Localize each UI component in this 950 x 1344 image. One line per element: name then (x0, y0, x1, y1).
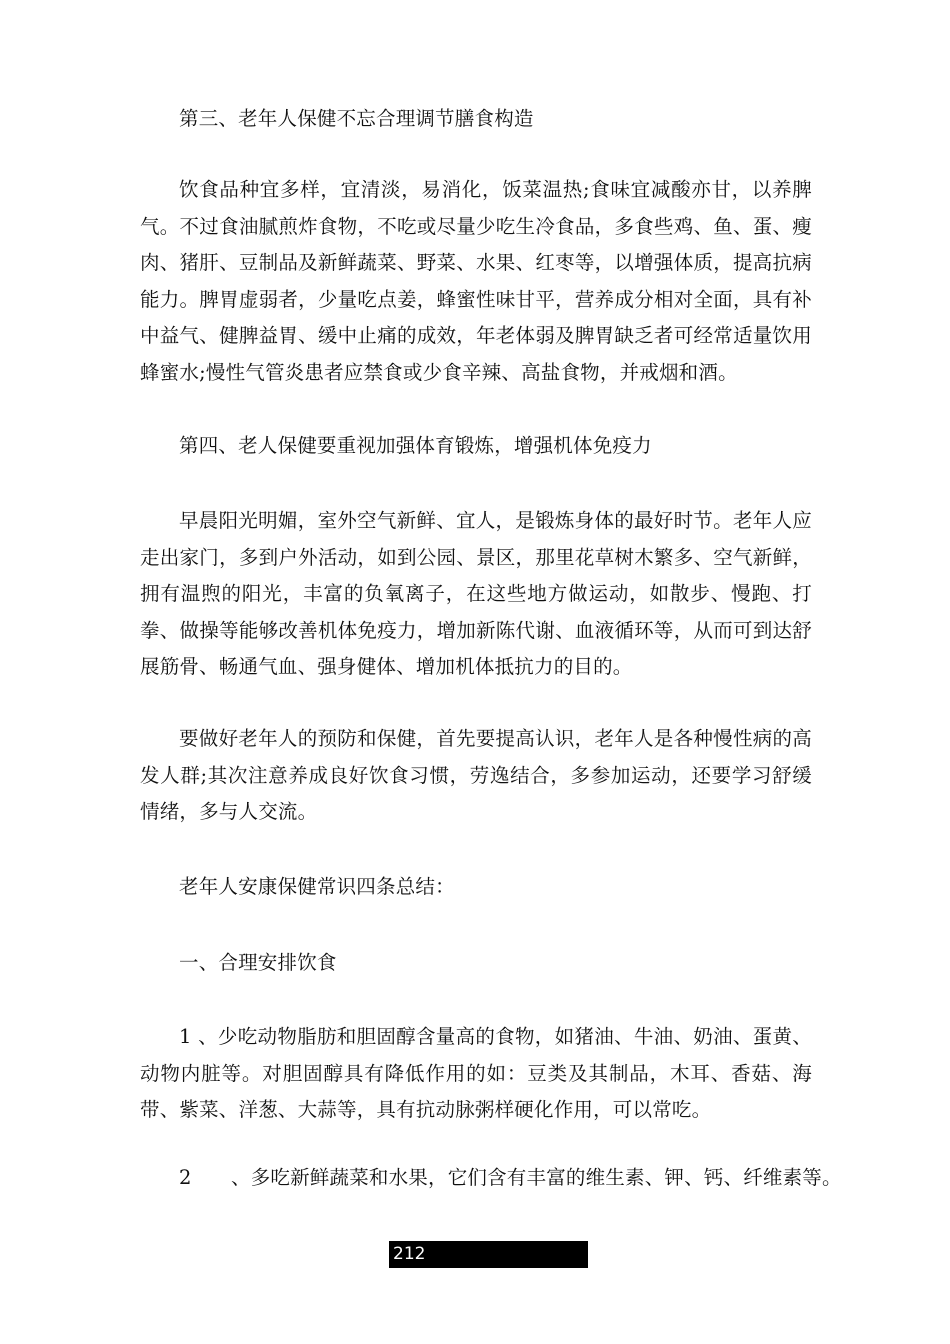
section-heading-3: 第三、老年人保健不忘合理调节膳食构造 (179, 107, 534, 130)
paragraph-diet: 饮食品种宜多样，宜清淡，易消化，饭菜温热;食味宜减酸亦甘，以养脾气。不过食油腻煎炸食物，不吃或尽量少吃生冷食品，多食些鸡、鱼、蛋、瘦肉、猪肝、豆制品及新鲜蔬菜、野菜、水果、红枣等，以增强体质，提高抗病能力。脾胃虚弱者，少量吃点姜，蜂蜜性味甘平，营养成分相对全面，具有补中益气、健脾益胃、缓中止痛的成效，年老体弱及脾胃缺乏者可经常适量饮用蜂蜜水;慢性气管炎患者应禁食或少食辛辣、高盐食物，并戒烟和酒。 (140, 178, 812, 384)
summary-heading: 老年人安康保健常识四条总结： (179, 875, 455, 898)
section-heading-4: 第四、老人保健要重视加强体育锻炼，增强机体免疫力 (179, 434, 652, 457)
page-number-bar (389, 1241, 588, 1268)
page-number: 212 (393, 1244, 426, 1264)
list-item-1: 1 、少吃动物脂肪和胆固醇含量高的食物，如猪油、牛油、奶油、蛋黄、动物内脏等。对胆固醇具有降低作用的如：豆类及其制品，木耳、香菇、海带、紫菜、洋葱、大蒜等，具有抗动脉粥样硬化作用，可以常吃。 (140, 1025, 812, 1121)
subheading-diet: 一、合理安排饮食 (179, 951, 337, 974)
list-item-2: 2 、多吃新鲜蔬菜和水果，它们含有丰富的维生素、钾、钙、纤维素等。 (179, 1166, 842, 1189)
paragraph-exercise: 早晨阳光明媚，室外空气新鲜、宜人，是锻炼身体的最好时节。老年人应走出家门，多到户外活动，如到公园、景区，那里花草树木繁多、空气新鲜，拥有温煦的阳光，丰富的负氧离子，在这些地方做运动，如散步、慢跑、打拳、做操等能够改善机体免疫力，增加新陈代谢、血液循环等，从而可到达舒展筋骨、畅通气血、强身健体、增加机体抵抗力的目的。 (140, 509, 812, 678)
paragraph-prevention: 要做好老年人的预防和保健，首先要提高认识，老年人是各种慢性病的高发人群;其次注意养成良好饮食习惯，劳逸结合，多参加运动，还要学习舒缓情绪，多与人交流。 (140, 727, 812, 823)
